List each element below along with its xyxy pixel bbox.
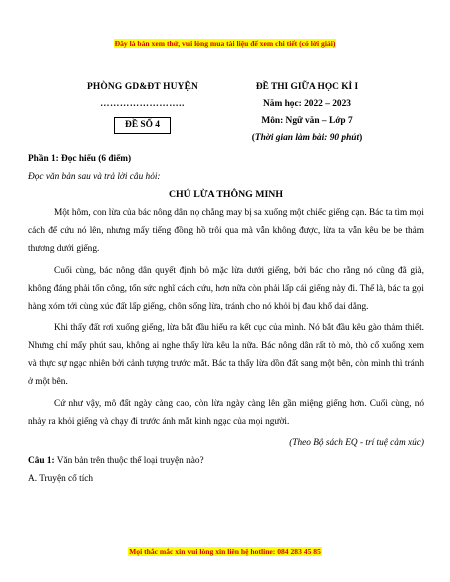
story-source: (Theo Bộ sách EQ - trí tuệ cảm xúc) — [289, 438, 424, 448]
question-1 — [28, 452, 424, 470]
header-left — [55, 79, 230, 130]
story-paragraph: Cứ như vậy, mô đất ngày càng cao, còn lừa ngày càng lên gần miệng giếng hơn. Cuối cùng, nó nhảy ra khỏi giếng và chạy đi trước ánh mắt kinh ngạc của mọi người. — [28, 398, 424, 427]
hotline-banner — [0, 547, 450, 556]
time-open-paren: ( — [251, 133, 255, 143]
preview-notice-text: Đây là bản xem thử, vui lòng mua tài liệu để xem chi tiết (có lời giải) — [114, 39, 336, 48]
question-1-option-a: A. Truyện cổ tích — [28, 474, 94, 484]
subject-line: Môn: Ngữ văn – Lớp 7 — [261, 116, 353, 126]
time-line — [232, 130, 382, 147]
header-right — [232, 79, 382, 147]
preview-notice-banner — [0, 39, 450, 48]
story-paragraph: Khi thấy đất rơi xuống giếng, lừa bắt đầu hiểu ra kết cục của mình. Nó bắt đầu kêu gào thảm thiết. Nhưng chỉ mấy phút sau, không ai nghe thấy lừa kêu la nữa. Bác nông dân rất tò mò, thò cổ xuống xem và thực sự ngạc nhiên bởi cảnh tượng trước mắt. Bác ta thấy lừa dồn đất sang một bên, còn mình thì tránh ở một bên. — [28, 323, 424, 387]
story-paragraph: Một hôm, con lừa của bác nông dân nọ chẳng may bị sa xuống một chiếc giếng cạn. Bác ta tìm mọi cách để cứu nó lên, nhưng mấy tiếng đồng hồ trôi qua mà vẫn không được, lừa ta vẫn kêu be be thảm thương dưới giếng. — [28, 208, 424, 254]
story-title: CHÚ LỪA THÔNG MINH — [168, 189, 284, 200]
story-paragraph: Cuối cùng, bác nông dân quyết định bỏ mặc lừa dưới giếng, bởi bác cho rằng nó cũng đã già, không đáng phải tốn công, tốn sức nghĩ cách cứu, hơn nữa còn phải lấp cái giếng này đi. Thế là, bác ta gọi hàng xóm tới cùng xúc đất lấp giếng, chôn sống lừa, tránh cho nó khỏi bị đau khổ dai dẳng. — [28, 265, 424, 312]
exam-title: ĐỀ THI GIỮA HỌC KÌ I — [255, 82, 359, 92]
department-name: PHÒNG GD&ĐT HUYỆN — [86, 82, 199, 92]
hotline-text: Mọi thắc mắc xin vui lòng xin liên hệ hotline: 084 283 45 85 — [129, 547, 321, 556]
exam-code-box: ĐỀ SỐ 4 — [114, 117, 171, 134]
part1-heading: Phần 1: Đọc hiểu (6 điểm) — [28, 154, 132, 164]
part1-instruction: Đọc văn bản sau và trả lời câu hỏi: — [28, 172, 161, 182]
department-dots: …………………….. — [100, 99, 185, 109]
question-1-label: Câu 1: — [28, 456, 55, 466]
time-close-paren: ) — [359, 133, 363, 143]
question-1-text: Văn bản trên thuộc thể loại truyện nào? — [56, 456, 204, 466]
exam-content — [28, 150, 424, 488]
school-year: Năm học: 2022 – 2023 — [262, 99, 351, 109]
time-label: Thời gian làm bài: 90 phút — [254, 133, 360, 143]
